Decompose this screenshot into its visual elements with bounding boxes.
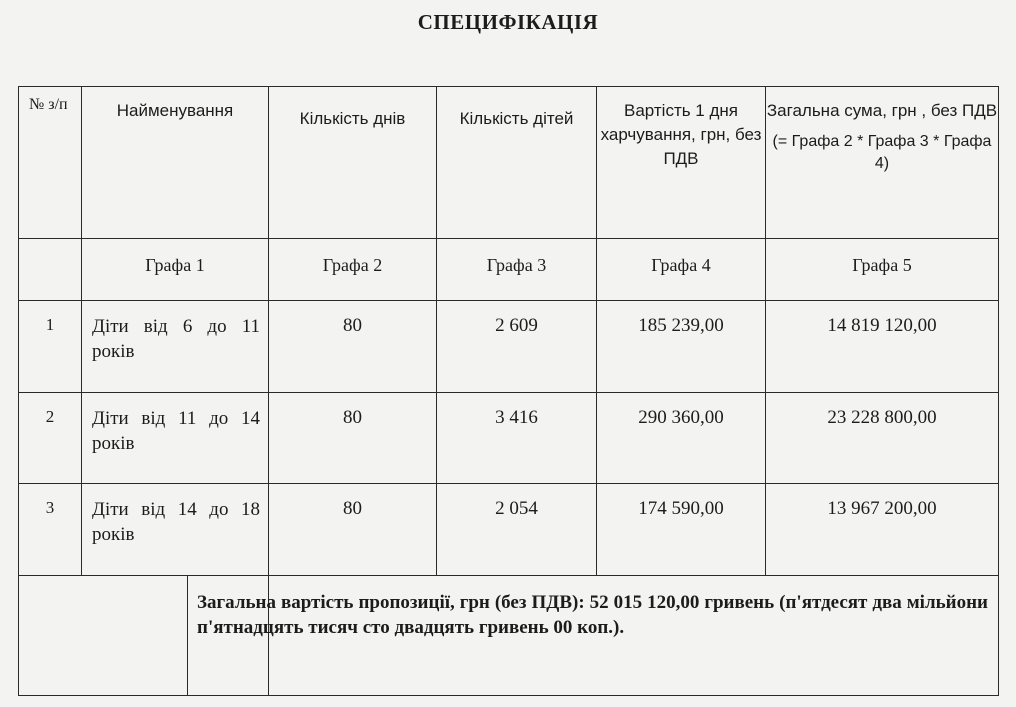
row-number: 3: [19, 484, 82, 576]
grafa-2: Графа 2: [269, 239, 437, 301]
table-row: [19, 301, 999, 393]
summary-cell: [197, 576, 999, 696]
header-number: № з/п: [19, 87, 82, 239]
row-cost: 185 239,00: [597, 301, 766, 393]
row-total: 14 819 120,00: [766, 301, 999, 393]
row-children: 2 054: [437, 484, 597, 576]
row-days: 80: [269, 484, 437, 576]
row-name: Діти від 11 до 14 років: [82, 393, 269, 484]
column-index-empty: [19, 239, 82, 301]
header-cost: Вартість 1 дня харчування, грн, без ПДВ: [597, 87, 766, 239]
grafa-5: Графа 5: [766, 239, 999, 301]
header-total-formula: (= Графа 2 * Графа 3 * Графа 4): [772, 133, 992, 172]
row-cost: 290 360,00: [597, 393, 766, 484]
row-total: 13 967 200,00: [766, 484, 999, 576]
table-row: [19, 393, 999, 484]
header-days: Кількість днів: [269, 87, 437, 239]
grafa-3: Графа 3: [437, 239, 597, 301]
row-children: 2 609: [437, 301, 597, 393]
row-number: 2: [19, 393, 82, 484]
row-total: 23 228 800,00: [766, 393, 999, 484]
header-row: [19, 87, 999, 239]
grafa-4: Графа 4: [597, 239, 766, 301]
total-summary: Загальна вартість пропозиції, грн (без ПДВ): 52 015 120,00 гривень (п'ятдесят два мільйони п'ятнадцять тисяч сто двадцять гривень 00 коп.).: [197, 592, 988, 638]
summary-row: [19, 576, 999, 696]
row-children: 3 416: [437, 393, 597, 484]
header-children: Кількість дітей: [437, 87, 597, 239]
table-row: [19, 484, 999, 576]
row-cost: 174 590,00: [597, 484, 766, 576]
row-name: Діти від 6 до 11 років: [82, 301, 269, 393]
summary-divider: [187, 576, 188, 695]
specification-table: [18, 86, 999, 696]
row-days: 80: [269, 301, 437, 393]
document-title: СПЕЦИФІКАЦІЯ: [417, 10, 599, 34]
column-index-row: [19, 239, 999, 301]
row-name: Діти від 14 до 18 років: [82, 484, 269, 576]
header-name: Найменування: [82, 87, 269, 239]
header-total: [766, 87, 999, 239]
grafa-1: Графа 1: [82, 239, 269, 301]
row-number: 1: [19, 301, 82, 393]
row-days: 80: [269, 393, 437, 484]
header-total-label: Загальна сума, грн , без ПДВ: [766, 101, 998, 120]
